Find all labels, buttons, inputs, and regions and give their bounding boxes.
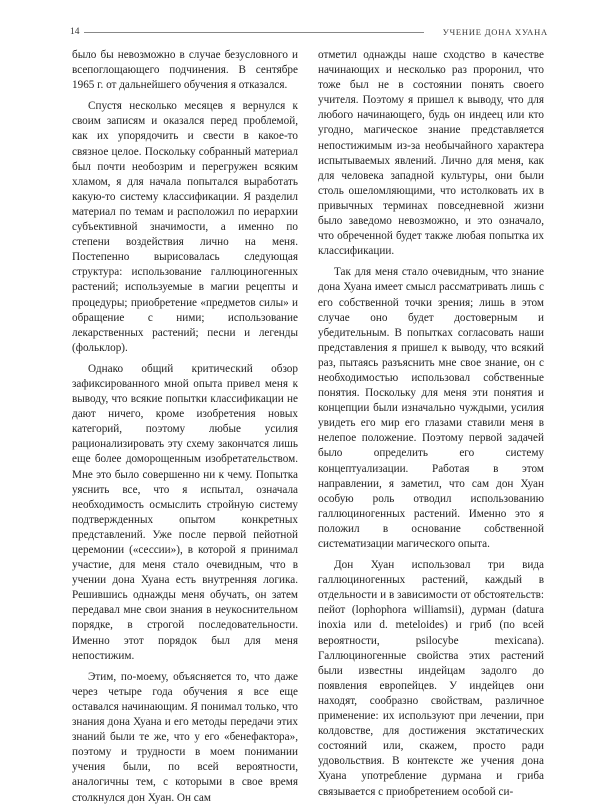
header-rule (84, 32, 424, 33)
paragraph: было бы невозможно в случае безусловного и всепоглощающего подчинения. В сентябре 1965 г. от дальнейшего обучения я отказался. (72, 49, 298, 92)
paragraph: Так для меня стало очевидным, что знание дона Хуана имеет смысл рассматривать лишь с его собственной точки зрения; лишь в этом случае оно будет достоверным и убедительным. В попытках согласовать наши представления я пришел к выводу, что всякий раз, пытаясь разъяснить мне свое знание, он с необходимостью использовал собственные понятия. Поскольку для меня эти понятия и концепции были изначально чуждыми, усилия увидеть его мир его глазами ставили меня в нелепое положение. Поэтому первой задачей было определить его систему концептуализации. Работая в этом направлении, я заметил, что сам дон Хуан особую роль отводил использованию галлюциногенных растений. Именно это я положил в основание собственной систематизации магического опыта. (318, 266, 544, 550)
right-column (318, 48, 544, 798)
paragraph: Однако общий критический обзор зафиксированного мной опыта привел меня к выводу, что всякие попытки классификации не дают ничего, кроме изобретения новых категорий, поэтому любые усилия рационализировать эту схему закончатся лишь еще более доморощенным изобретательством. Мне это было совершенно ни к чему. Попытка уяснить все, что я испытал, означала необходимость осмыслить стройную систему подтвержденных опытом конкретных представлений. Уже после первой пейотной церемонии («сессии»), в которой я принимал участие, для меня стало очевидным, что в учении дона Хуана есть внутренняя логика. Решившись однажды меня обучать, он затем передавал мне свои знания в неукоснительном порядке, в строгой последовательности. Именно этот порядок был для меня непостижим. (72, 362, 298, 662)
paragraph: Спустя несколько месяцев я вернулся к своим записям и оказался перед проблемой, как их упорядочить и свести в какое-то связное целое. Поскольку собранный материал был почти необозрим и перегружен всяким хламом, я для начала попытался выработать какую-то систему классификации. Я разделил материал по темам и расположил по иерархии субъективной значимости, а именно по степени воздействия лично на меня. Постепенно вырисовалась следующая структура: использование галлюциногенных растений; используемые в магии рецепты и процедуры; приобретение «предметов силы» и обращение с ними; использование лекарственных растений; песни и легенды (фольклор). (72, 100, 298, 354)
paragraph: Этим, по-моему, объясняется то, что даже через четыре года обучения я все еще оставался начинающим. Я понимал только, что знания дона Хуана и его методы передачи этих знаний были те же, что у его «бенефактора», поэтому и трудности в моем понимании учения были, по всей вероятности, аналогичны тем, с которыми в свое время столкнулся дон Хуан. Он сам (72, 670, 298, 804)
paragraph: отметил однажды наше сходство в качестве начинающих и несколько раз проронил, что тоже был не в состоянии понять своего учителя. Поэтому я пришел к выводу, что для любого начинающего, будь он индеец или кто угодно, магическое знание представляется непостижимым из-за необычайного характера испытываемых явлений. Лично для меня, как для человека западной культуры, они были столь ошеломляющими, что истолковать их в привычных терминах повседневной жизни было заведомо невозможно, и это означало, что обреченной будет также любая попытка их классификации. (318, 49, 544, 258)
paragraph: Дон Хуан использовал три вида галлюциногенных растений, каждый в отдельности и в зависимости от обстоятельств: пейот (lophophora williamsii), дурман (datura inoxia или d. meteloides) и гриб (по всей вероятности, psilocybe mexicana). Галлюциногенные свойства этих растений были известны индейцам задолго до появления европейцев. У индейцев они находят, сообразно свойствам, различное применение: их используют при лечении, при колдовстве, для достижения экстатических состояний или, скажем, просто ради удовольствия. В контексте же учения дона Хуана употребление дурмана и гриба связывается с приобретением особой си- (318, 559, 544, 798)
running-header (70, 26, 548, 40)
running-title: УЧЕНИЕ ДОНА ХУАНА (442, 27, 548, 37)
page-number: 14 (70, 27, 80, 37)
left-column (72, 48, 298, 804)
